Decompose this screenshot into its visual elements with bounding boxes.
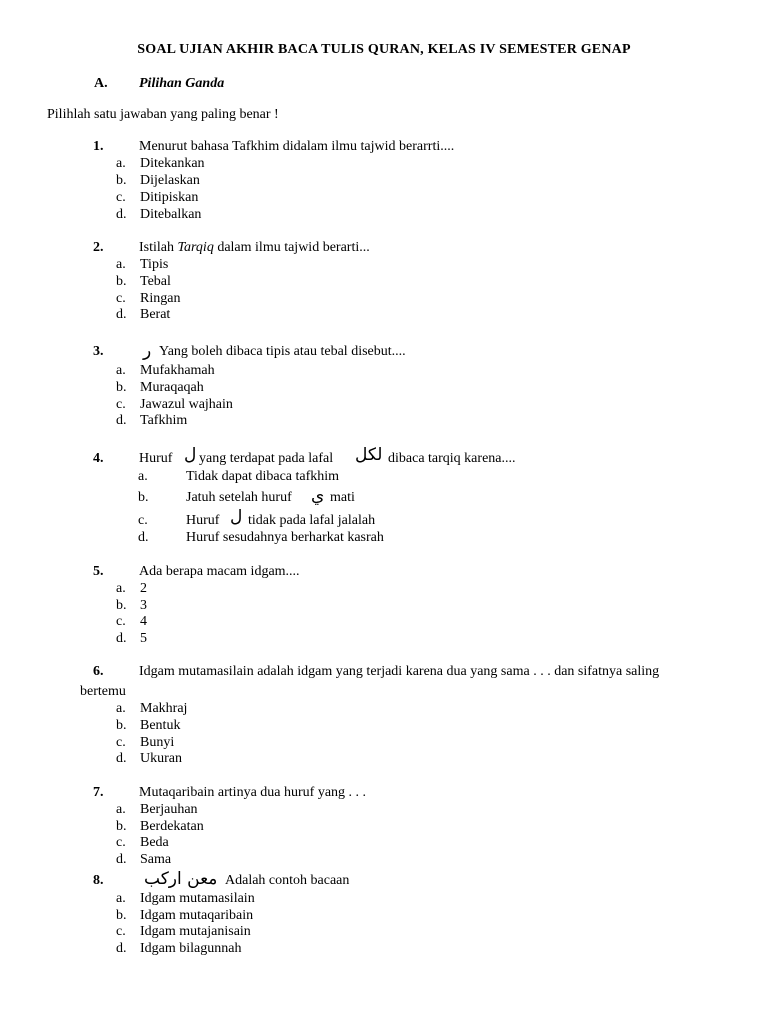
- option-label: c.: [116, 614, 126, 629]
- option-text: Tidak dapat dibaca tafkhim: [186, 469, 340, 484]
- option-text: Idgam mutamasilain: [140, 891, 255, 906]
- option-text: Muraqaqah: [140, 380, 204, 395]
- question-number: 3.: [93, 344, 104, 359]
- option-label: d.: [116, 631, 127, 646]
- option-label: d.: [116, 207, 127, 222]
- option-label: b.: [116, 718, 127, 733]
- option-text: Mufakhamah: [140, 363, 215, 378]
- page-title: SOAL UJIAN AKHIR BACA TULIS QURAN, KELAS IV SEMESTER GENAP: [137, 42, 631, 57]
- option-label: b.: [138, 490, 149, 505]
- option-label: b.: [116, 908, 127, 923]
- option-text: Berdekatan: [140, 819, 204, 834]
- option-text: Huruf: [186, 513, 220, 528]
- option-text: Berat: [140, 307, 171, 322]
- question-text: Ada berapa macam idgam....: [139, 564, 300, 579]
- question-text-part: yang terdapat pada lafal: [199, 451, 334, 466]
- option-label: d.: [116, 307, 127, 322]
- question-text: Menurut bahasa Tafkhim didalam ilmu tajwid berarrti....: [139, 139, 455, 154]
- option-label: c.: [116, 835, 126, 850]
- option-text: Berjauhan: [140, 802, 198, 817]
- option-label: a.: [116, 891, 126, 906]
- option-text: Bentuk: [140, 718, 181, 733]
- option-text: 2: [140, 581, 147, 596]
- option-label: c.: [116, 924, 126, 939]
- option-text: Idgam bilagunnah: [140, 941, 242, 956]
- option-text: 4: [140, 614, 147, 629]
- option-label: a.: [116, 581, 126, 596]
- option-label: b.: [116, 819, 127, 834]
- option-text: Idgam mutaqaribain: [140, 908, 254, 923]
- question-text: Mutaqaribain artinya dua huruf yang . . .: [139, 785, 367, 800]
- question-text: Adalah contoh bacaan: [225, 873, 350, 888]
- option-text: Ditebalkan: [140, 207, 202, 222]
- option-label: a.: [116, 156, 126, 171]
- instruction-text: Pilihlah satu jawaban yang paling benar !: [47, 107, 279, 122]
- option-label: d.: [116, 413, 127, 428]
- option-label: d.: [116, 751, 127, 766]
- question-text: [139, 240, 370, 256]
- option-label: d.: [116, 941, 127, 956]
- option-text: 5: [140, 631, 147, 646]
- option-label: c.: [116, 190, 126, 205]
- arabic-word-likulli: لكل: [355, 445, 383, 465]
- arabic-letter-ya: ي: [311, 486, 325, 506]
- arabic-letter-lam: ل: [230, 507, 243, 527]
- question-number: 1.: [93, 139, 104, 154]
- question-number: 2.: [93, 240, 104, 255]
- option-text: Huruf sesudahnya berharkat kasrah: [186, 530, 384, 545]
- option-text: Jatuh setelah huruf: [186, 490, 292, 505]
- option-label: a.: [116, 257, 126, 272]
- option-label: b.: [116, 598, 127, 613]
- option-label: d.: [138, 530, 149, 545]
- option-text: Tebal: [140, 274, 171, 289]
- option-text: 3: [140, 598, 147, 613]
- question-text: Yang boleh dibaca tipis atau tebal disebut....: [159, 344, 406, 359]
- option-label: c.: [116, 291, 126, 306]
- option-text: Makhraj: [140, 701, 188, 716]
- arabic-letter-lam: ل: [184, 445, 197, 465]
- option-label: a.: [116, 802, 126, 817]
- option-label: a.: [116, 701, 126, 716]
- option-label: b.: [116, 380, 127, 395]
- option-label: d.: [116, 852, 127, 867]
- option-text: Ukuran: [140, 751, 182, 766]
- option-text: Ditipiskan: [140, 190, 199, 205]
- question-text-italic: Tarqiq: [177, 240, 214, 255]
- section-title: Pilihan Ganda: [139, 76, 225, 91]
- option-text: Dijelaskan: [140, 173, 200, 188]
- option-text: Ringan: [140, 291, 181, 306]
- question-text-part: Huruf: [139, 451, 173, 466]
- option-text: Ditekankan: [140, 156, 205, 171]
- question-text-continued: bertemu: [80, 684, 126, 699]
- arabic-letter-ra: ر: [143, 341, 152, 361]
- option-text: Sama: [140, 852, 172, 867]
- option-label: c.: [138, 513, 148, 528]
- question-text-part: dibaca tarqiq karena....: [388, 451, 516, 466]
- question-number: 5.: [93, 564, 104, 579]
- option-text: Idgam mutajanisain: [140, 924, 251, 939]
- option-label: b.: [116, 173, 127, 188]
- question-text-part: Istilah: [139, 240, 178, 255]
- option-text: mati: [330, 490, 355, 505]
- option-text: Beda: [140, 835, 169, 850]
- question-text: Idgam mutamasilain adalah idgam yang terjadi karena dua yang sama . . . dan sifatnya saling: [139, 664, 660, 679]
- question-number: 8.: [93, 873, 104, 888]
- arabic-phrase: معن اركب: [144, 869, 218, 889]
- option-label: c.: [116, 735, 126, 750]
- option-label: a.: [138, 469, 148, 484]
- option-label: b.: [116, 274, 127, 289]
- question-text-part: dalam ilmu tajwid berarti...: [213, 240, 370, 255]
- option-text: Bunyi: [140, 735, 175, 750]
- question-number: 4.: [93, 451, 104, 466]
- option-text: Tafkhim: [140, 413, 188, 428]
- question-number: 6.: [93, 664, 104, 679]
- option-text: Tipis: [140, 257, 169, 272]
- question-number: 7.: [93, 785, 104, 800]
- option-text: Jawazul wajhain: [140, 397, 233, 412]
- option-text: tidak pada lafal jalalah: [248, 513, 376, 528]
- section-letter: A.: [94, 76, 108, 91]
- option-label: a.: [116, 363, 126, 378]
- option-label: c.: [116, 397, 126, 412]
